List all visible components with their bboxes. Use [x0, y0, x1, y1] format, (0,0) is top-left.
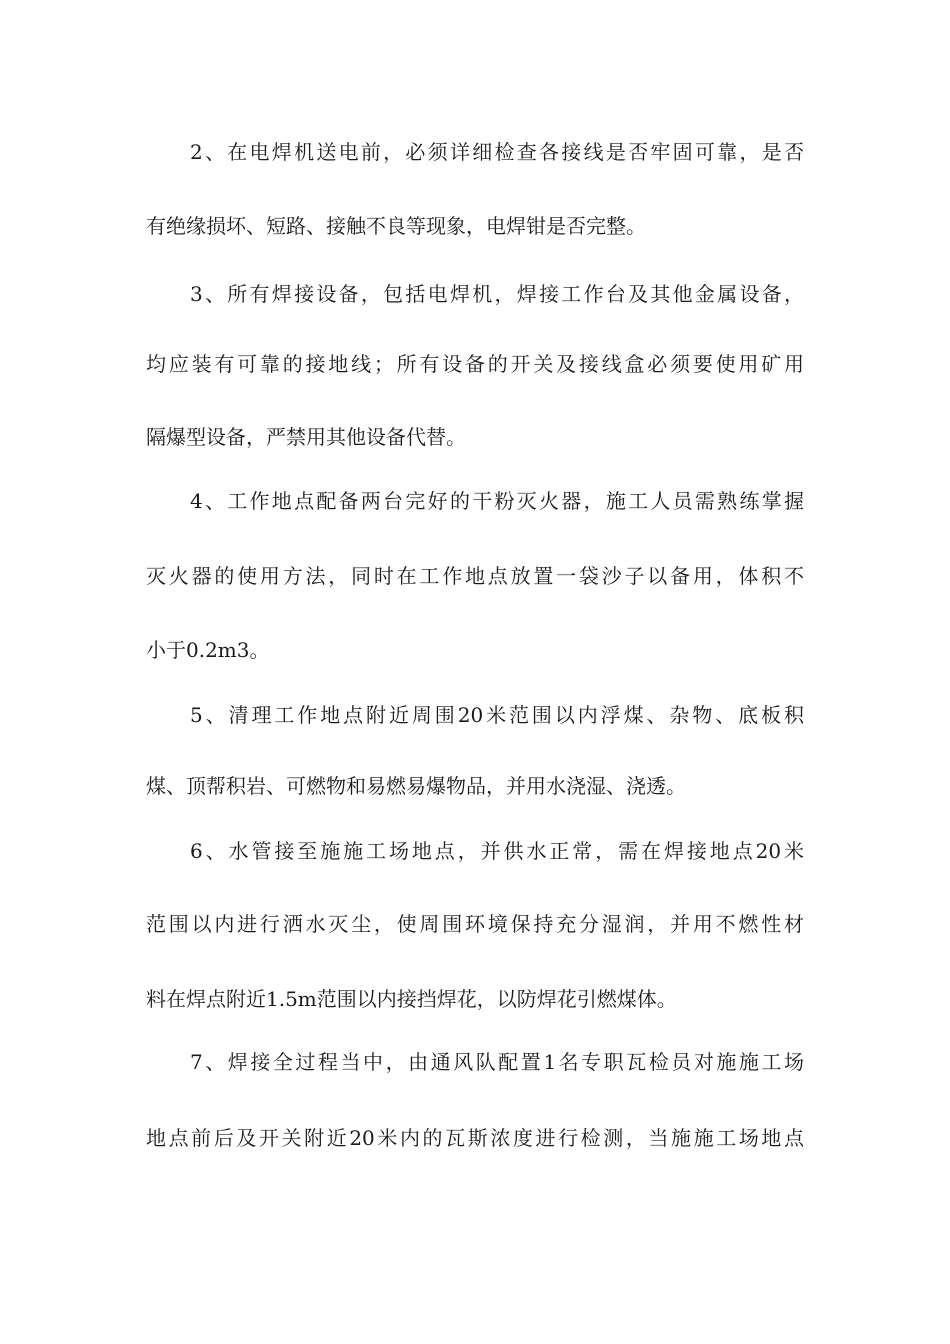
paragraph-6-line-3: 料在焊点附近1.5m范围以内接挡焊花，以防焊花引燃煤体。: [146, 987, 677, 1011]
paragraph-7-line-2: 地点前后及开关附近20米内的瓦斯浓度进行检测，当施施工场地点: [146, 1126, 804, 1150]
paragraph-3-line-3: 隔爆型设备，严禁用其他设备代替。: [146, 425, 466, 449]
paragraph-4-line-1: 4、工作地点配备两台完好的干粉灭火器，施工人员需熟练掌握: [190, 489, 804, 513]
paragraph-2-line-2: 有绝缘损坏、短路、接触不良等现象，电焊钳是否完整。: [146, 214, 646, 238]
paragraph-6-line-1: 6、水管接至施施工场地点，并供水正常，需在焊接地点20米: [190, 839, 804, 863]
paragraph-3-line-1: 3、所有焊接设备，包括电焊机，焊接工作台及其他金属设备，: [190, 282, 804, 306]
paragraph-3-line-2: 均应装有可靠的接地线；所有设备的开关及接线盒必须要使用矿用: [146, 352, 804, 376]
paragraph-5-line-1: 5、清理工作地点附近周围20米范围以内浮煤、杂物、底板积: [190, 703, 804, 727]
paragraph-2-line-1: 2、在电焊机送电前，必须详细检查各接线是否牢固可靠，是否: [190, 140, 804, 164]
paragraph-6-line-2: 范围以内进行洒水灭尘，使周围环境保持充分湿润，并用不燃性材: [146, 912, 804, 936]
paragraph-7-line-1: 7、焊接全过程当中，由通风队配置1名专职瓦检员对施施工场: [190, 1050, 804, 1074]
paragraph-4-line-2: 灭火器的使用方法，同时在工作地点放置一袋沙子以备用，体积不: [146, 564, 804, 588]
paragraph-4-line-3: 小于0.2m3。: [146, 638, 270, 662]
paragraph-5-line-2: 煤、顶帮积岩、可燃物和易燃易爆物品，并用水浇湿、浇透。: [146, 774, 686, 798]
